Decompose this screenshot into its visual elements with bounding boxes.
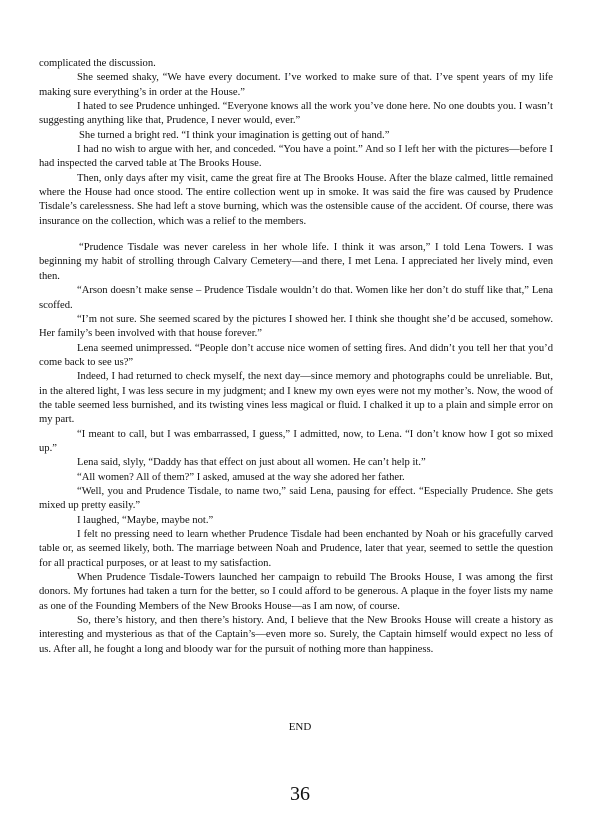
paragraph: “I’m not sure. She seemed scared by the pictures I showed her. I think she thought she’d be accused, somehow. Her family’s been involved with that house forever.” [39, 313, 553, 340]
paragraph: She seemed shaky, “We have every document. I’ve worked to make sure of that. I’ve spent years of my life making sure everything’s in order at the House.” [39, 72, 553, 98]
paragraph: I had no wish to argue with her, and conceded. “You have a point.” And so I left her with the pictures—before I had inspected the carved table at The Brooks House. [39, 144, 553, 170]
paragraph: So, there’s history, and then there’s history. And, I believe that the New Brooks House will create a history as interesting and mysterious as that of the Captain’s—even more so. Surely, the Captain himself would expect no less of us. After all, he fought a long and bloody war for the pursuit of nothing more than happiness. [39, 615, 553, 655]
body-text [39, 57, 553, 657]
paragraph: “All women? All of them?” I asked, amused at the way she adored her father. [77, 471, 405, 483]
paragraph: “I meant to call, but I was embarrassed, I guess,” I admitted, now, to Lena. “I don’t know how I got so mixed up.” [39, 428, 553, 454]
paragraph: Indeed, I had returned to check myself, the next day—since memory and photographs could be unreliable. But, in the altered light, I was less secure in my judgment; and I knew my own eyes were not my mother’s. Now, the wood of the table seemed less burnished, and its twisting vines less magical or fluid. I chalked it up to a plain and simple error on my part. [39, 371, 553, 426]
paragraph: I laughed, “Maybe, maybe not.” [77, 514, 214, 526]
paragraph: “Arson doesn’t make sense – Prudence Tisdale wouldn’t do that. Women like her don’t do stuff like that,” Lena scoffed. [39, 285, 553, 311]
paragraph: complicated the discussion. [39, 58, 156, 69]
paragraph: “Prudence Tisdale was never careless in her whole life. I think it was arson,” I told Lena Towers. I was beginning my habit of strolling through Calvary Cemetery—and there, I met Lena. I appreciated her lively mind, even then. [39, 242, 553, 282]
paragraph: “Well, you and Prudence Tisdale, to name two,” said Lena, pausing for effect. “Especially Prudence. She gets mixed up pretty easily.” [39, 485, 553, 512]
end-marker: END [288, 721, 312, 733]
page-number: 36 [290, 783, 310, 805]
paragraph: I hated to see Prudence unhinged. “Everyone knows all the work you’ve done here. No one doubts you. I wasn’t suggesting anything like that, Prudence, I never would, ever.” [39, 101, 553, 127]
paragraph: Lena seemed unimpressed. “People don’t accuse nice women of setting fires. And didn’t you tell her that you’d come back to see us?” [39, 342, 553, 368]
paragraph: Then, only days after my visit, came the great fire at The Brooks House. After the blaze calmed, little remained where the House had once stood. The entire collection went up in smoke. It was said the fire was caused by Prudence Tisdale’s carelessness. She had left a stove burning, which was the ostensible cause of the accident. Of course, there was insurance on the collection, which was a relief to the members. [39, 172, 553, 227]
paragraph: I felt no pressing need to learn whether Prudence Tisdale had been enchanted by Noah or his gracefully carved table or, as seemed likely, both. The marriage between Noah and Prudence, later that year, seemed to settle the question for all practical purposes, or at least to my satisfaction. [39, 529, 553, 569]
paragraph: When Prudence Tisdale-Towers launched her campaign to rebuild The Brooks House, I was among the first donors. My fortunes had taken a turn for the better, so I could afford to be generous. A plaque in the foyer lists my name as one of the Founding Members of the New Brooks House—as I am now, of course. [39, 572, 553, 612]
paragraph: Lena said, slyly, “Daddy has that effect on just about all women. He can’t help it.” [77, 457, 426, 469]
paragraph: She turned a bright red. “I think your imagination is getting out of hand.” [79, 129, 390, 141]
